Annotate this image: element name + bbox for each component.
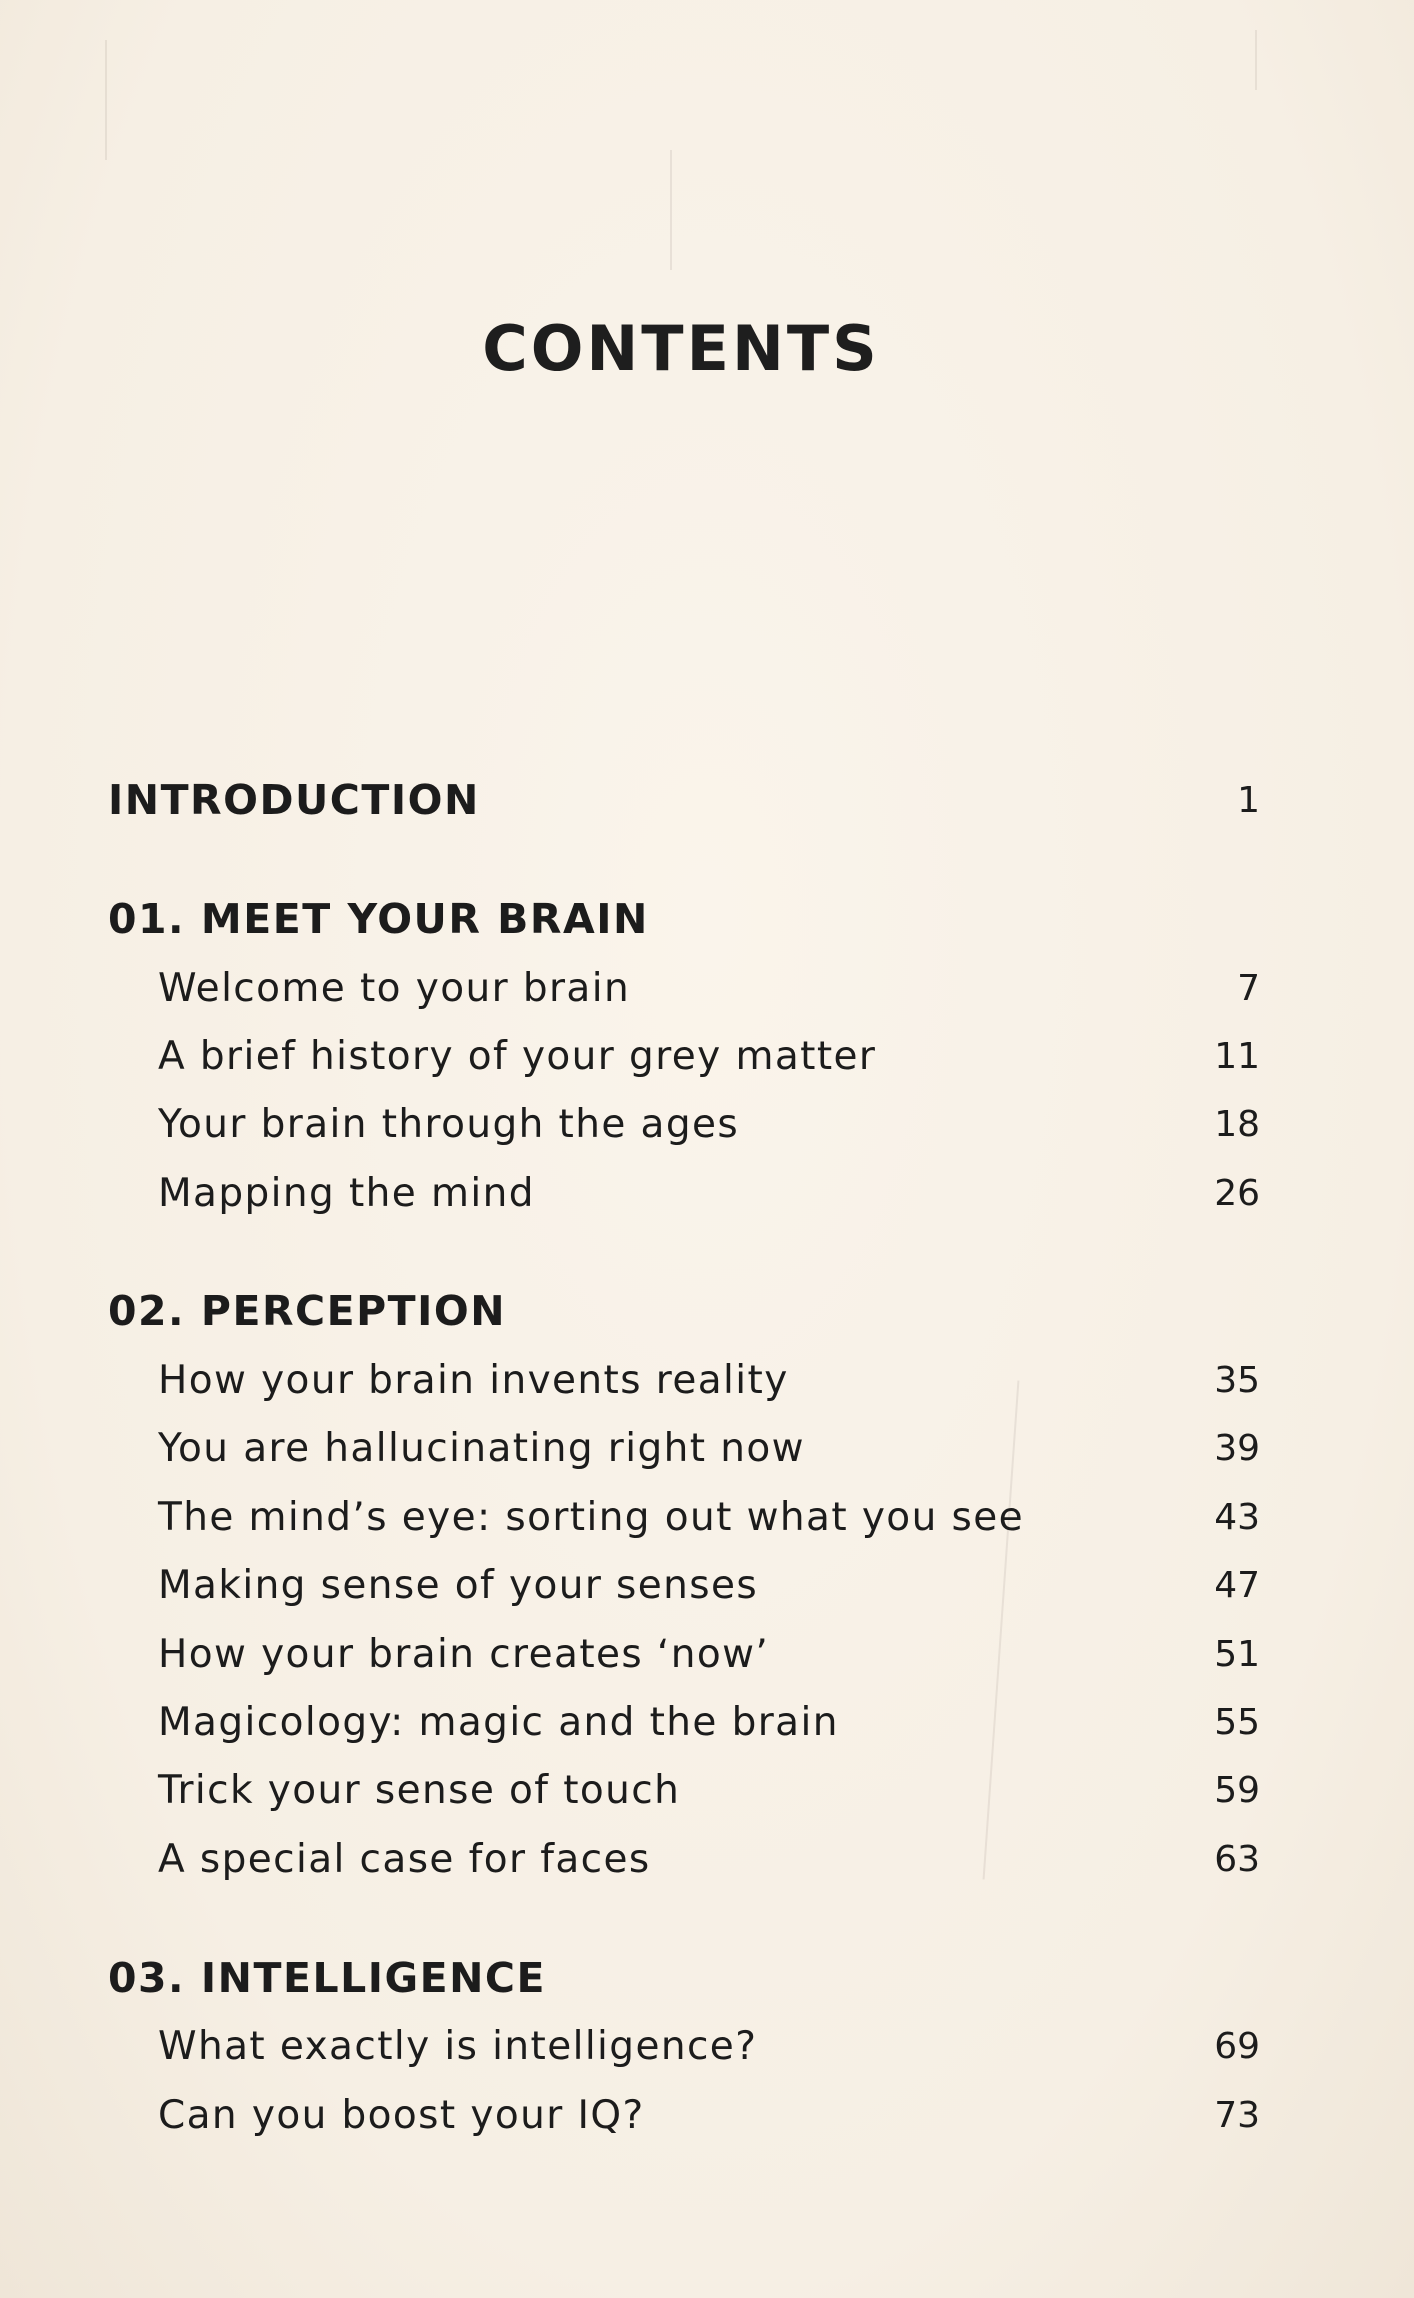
toc-entry-label: How your brain invents reality: [158, 1357, 789, 1403]
toc-introduction[interactable]: [108, 770, 1260, 830]
toc-entry-label: What exactly is intelligence?: [158, 2023, 758, 2069]
toc-entry-label: Welcome to your brain: [158, 965, 631, 1011]
toc-entry[interactable]: [108, 1624, 1260, 1684]
toc-entry[interactable]: [108, 2085, 1260, 2145]
toc-page-number: 35: [1214, 1359, 1260, 1401]
toc-entry-label: Making sense of your senses: [158, 1562, 759, 1608]
toc-section-heading[interactable]: [108, 1281, 1260, 1341]
toc-page-number: 11: [1214, 1035, 1260, 1077]
toc-entry[interactable]: [108, 1829, 1260, 1889]
toc-page-number: 59: [1214, 1769, 1260, 1811]
toc-page-number: 63: [1214, 1838, 1260, 1880]
toc-page-number: 55: [1214, 1701, 1260, 1743]
toc-entry-label: Trick your sense of touch: [158, 1767, 681, 1813]
toc-entry[interactable]: [108, 1760, 1260, 1820]
toc-page-number: 18: [1214, 1103, 1260, 1145]
toc-page-number: 43: [1214, 1496, 1260, 1538]
toc-entry-label: A special case for faces: [158, 1836, 651, 1882]
toc-section-heading[interactable]: [108, 889, 1260, 949]
scan-streak: [105, 40, 107, 160]
toc-entry[interactable]: [108, 1163, 1260, 1223]
toc-entry[interactable]: [108, 958, 1260, 1018]
toc-entry-label: How your brain creates ‘now’: [158, 1631, 770, 1677]
toc-page-number: 47: [1214, 1564, 1260, 1606]
scan-streak: [670, 150, 672, 270]
toc-page-number: 69: [1214, 2025, 1260, 2067]
toc-entry[interactable]: [108, 1692, 1260, 1752]
toc-entry[interactable]: [108, 1026, 1260, 1086]
toc-entry-label: Mapping the mind: [158, 1170, 535, 1216]
toc-page-number: 73: [1214, 2094, 1260, 2136]
toc-page-number: 1: [1237, 779, 1260, 821]
toc-entry-label: The mind’s eye: sorting out what you see: [158, 1494, 1024, 1540]
page-title: CONTENTS: [482, 312, 880, 385]
toc-entry-label: Can you boost your IQ?: [158, 2092, 645, 2138]
toc-entry[interactable]: [108, 1094, 1260, 1154]
toc-heading-label: 01. MEET YOUR BRAIN: [108, 895, 649, 943]
toc-page-number: 39: [1214, 1427, 1260, 1469]
scan-streak: [1255, 30, 1257, 90]
toc-entry-label: A brief history of your grey matter: [158, 1033, 877, 1079]
toc-entry-label: You are hallucinating right now: [158, 1425, 805, 1471]
toc-entry[interactable]: [108, 1418, 1260, 1478]
toc-heading-label: INTRODUCTION: [108, 776, 480, 824]
toc-page-number: 7: [1237, 967, 1260, 1009]
toc-section-heading[interactable]: [108, 1948, 1260, 2008]
toc-entry[interactable]: [108, 1350, 1260, 1410]
toc-entry[interactable]: [108, 1487, 1260, 1547]
toc-page-number: 26: [1214, 1172, 1260, 1214]
toc-entry-label: Your brain through the ages: [158, 1101, 740, 1147]
toc-entry[interactable]: [108, 1555, 1260, 1615]
toc-page-number: 51: [1214, 1633, 1260, 1675]
toc-heading-label: 03. INTELLIGENCE: [108, 1954, 547, 2002]
toc-entry[interactable]: [108, 2016, 1260, 2076]
toc-entry-label: Magicology: magic and the brain: [158, 1699, 839, 1745]
toc-heading-label: 02. PERCEPTION: [108, 1287, 507, 1335]
